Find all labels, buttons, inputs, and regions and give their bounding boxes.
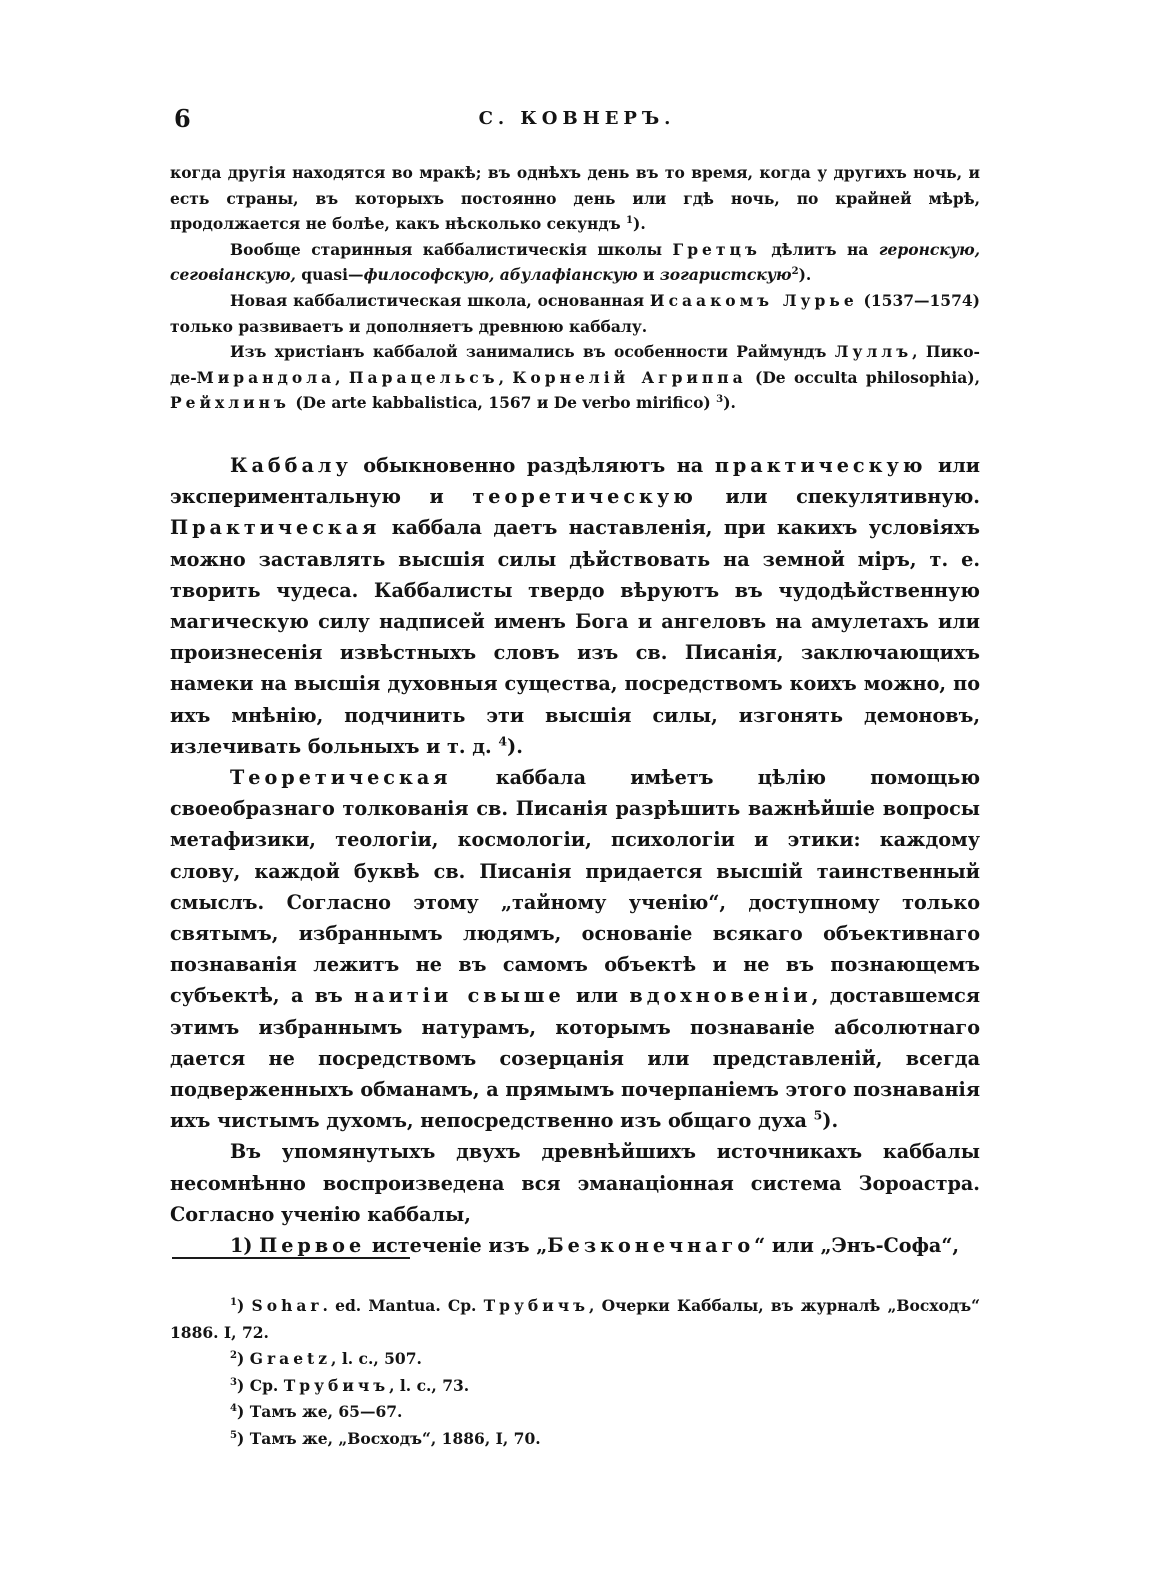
text-run: “ или „Энъ-Софа“, xyxy=(754,1234,960,1258)
text-run: и xyxy=(637,265,660,285)
text-run: 1) xyxy=(230,1234,260,1258)
text-run: ). xyxy=(723,393,736,413)
text-run: ) xyxy=(237,1402,250,1422)
text-run: . ed. Mantua. Ср. xyxy=(322,1296,484,1315)
spaced-term: теоретическую xyxy=(472,485,697,509)
text-run: , Пико-де- xyxy=(170,342,980,387)
footnote-marker: 5 xyxy=(230,1429,238,1441)
small-paragraph-2 xyxy=(170,237,980,288)
text-run: Тамъ же, „Восходъ“, 1886, I, 70. xyxy=(249,1428,541,1448)
footnote-divider xyxy=(172,1257,410,1259)
footnote-4 xyxy=(170,1399,980,1426)
italic-run: философскую, абулафіанскую xyxy=(363,265,638,285)
spaced-term: наитіи свыше xyxy=(354,984,565,1008)
page-header xyxy=(174,104,980,136)
text-run: или xyxy=(564,984,630,1008)
small-paragraph-3 xyxy=(170,288,980,339)
footnote-2 xyxy=(170,1346,980,1373)
text-run: истеченіе изъ „ xyxy=(365,1234,548,1258)
text-run: обыкновенно раздѣляютъ на xyxy=(351,454,715,477)
name-agrippa: Корнелій Агриппа xyxy=(512,367,747,387)
text-run: ). xyxy=(798,265,812,285)
author-name-graetz: Гретцъ xyxy=(672,239,761,259)
footnote-marker: 2 xyxy=(230,1350,238,1362)
footnote-marker: 1 xyxy=(230,1296,238,1308)
footnote-ref-2: 2 xyxy=(791,266,799,278)
small-paragraph-1 xyxy=(170,160,980,237)
footnote-ref-4: 4 xyxy=(498,733,508,749)
footnote-1 xyxy=(170,1293,980,1346)
name-paracelsus: Парацельсъ xyxy=(348,367,499,387)
spaced-term: Трубичъ xyxy=(283,1375,390,1395)
spaced-term: Трубичъ xyxy=(483,1296,589,1315)
text-run: Тамъ же, 65—67. xyxy=(249,1402,403,1422)
text-run: Вообще старинныя каббалистическія школы xyxy=(230,239,673,259)
text-run: ) xyxy=(237,1296,252,1315)
text-run: ) xyxy=(237,1428,250,1448)
small-paragraph-4 xyxy=(170,339,980,416)
text-run: ) Ср. xyxy=(237,1375,284,1395)
name-reuchlin: Рейхлинъ xyxy=(170,393,290,413)
text-run: ) xyxy=(237,1349,250,1369)
small-print-block xyxy=(170,160,980,416)
footnote-marker: 4 xyxy=(230,1403,238,1415)
text-run: (1537—1574) только развиваетъ и дополняетъ древнюю каббалу. xyxy=(170,290,980,336)
text-run: ). xyxy=(633,214,646,234)
text-run: (De arte kabbalistica, 1567 и De verbo mirifico) xyxy=(289,393,717,413)
footnote-ref-5: 5 xyxy=(813,1107,823,1123)
spaced-term: Первое xyxy=(259,1234,366,1258)
spaced-term: практическую xyxy=(714,454,927,477)
main-paragraph-3: Въ упомянутыхъ двухъ древнѣйшихъ источникахъ каббалы несомнѣнно воспроизведена вся эманаціонная система Зороастра. Согласно ученію каббалы, xyxy=(170,1140,980,1226)
text-run: (De occulta philosophia), xyxy=(746,367,980,387)
name-mirandola: Мирандола xyxy=(196,367,336,387)
page-number: 6 xyxy=(174,104,191,133)
spaced-term: Теоретическая xyxy=(230,766,452,790)
italic-run: геронскую, сеговіанскую, xyxy=(170,239,980,285)
running-head: С. КОВНЕРЪ. xyxy=(478,108,676,129)
text-run: quasi— xyxy=(295,265,364,285)
text-run: когда другія находятся во мракѣ; въ однѣхъ день въ то время, когда у другихъ ночь, и есть страны, въ которыхъ постоянно день или гдѣ ночь, по крайней мѣрѣ, продолжается не болѣе, какъ нѣсколько секундъ xyxy=(170,163,980,234)
text-run: или экспериментальную и xyxy=(170,454,980,509)
text-run: каббала даетъ наставленія, при какихъ условіяхъ можно заставлять высшія силы дѣйствовать на земной міръ, т. е. творить чудеса. Каббалисты твердо вѣруютъ въ чудодѣйственную магическую силу надписей именъ Бога и ангеловъ на амулетахъ или произнесенія извѣстныхъ словъ изъ св. Писанія, заключающихъ намеки на высшія духовныя существа, посредствомъ коихъ можно, по ихъ мнѣнію, подчинить эти высшія силы, изгонять демоновъ, излечивать больныхъ и т. д. xyxy=(170,516,980,758)
text-run: или спекулятивную. xyxy=(696,485,980,509)
spaced-term: Sohar xyxy=(251,1296,323,1315)
text-run: , l. c., 73. xyxy=(389,1375,470,1395)
text-run: Новая каббалистическая школа, основанная xyxy=(230,290,650,310)
main-paragraph-2 xyxy=(170,762,980,1136)
text-run: каббала имѣетъ цѣлію помощью своеобразнаго толкованія св. Писанія разрѣшить важнѣйшіе вопросы метафизики, теологіи, космологіи, психологіи и этики: каждому слову, каждой буквѣ св. Писанія придается высшій таинственный смыслъ. Согласно этому „тайному ученію“, доступному только святымъ, избраннымъ людямъ, основаніе всякаго объективнаго познаванія лежитъ не въ самомъ объектѣ и не въ познающемъ субъектѣ, а въ xyxy=(170,766,980,1008)
footnote-5 xyxy=(170,1426,980,1453)
text-run: , доставшемся этимъ избраннымъ натурамъ, которымъ познаваніе абсолютнаго дается не посредствомъ созерцанія или представленій, всегда подверженныхъ обманамъ, а прямымъ почерпаніемъ этого познаванія ихъ чистымъ духомъ, непосредственно изъ общаго духа xyxy=(170,984,980,1133)
footnote-3 xyxy=(170,1373,980,1400)
spaced-term: Graetz xyxy=(249,1349,332,1369)
spaced-term: Безконечнаго xyxy=(547,1234,755,1258)
spaced-term: Практическая xyxy=(170,516,381,540)
text-run: , xyxy=(335,367,349,387)
author-name-luria: Исаакомъ Лурье xyxy=(649,290,858,310)
text-run: , l. c., 507. xyxy=(331,1349,422,1369)
text-run: , xyxy=(498,367,513,387)
text-run: дѣлитъ на xyxy=(760,239,879,259)
spaced-term: Каббалу xyxy=(230,454,352,477)
footnote-marker: 3 xyxy=(230,1376,238,1388)
italic-run: зогаристскую xyxy=(659,265,792,285)
text-run: ). xyxy=(507,734,523,758)
footnote-ref-3: 3 xyxy=(716,394,724,406)
spaced-term: вдохновеніи xyxy=(629,984,812,1008)
footnote-ref-1: 1 xyxy=(626,215,634,227)
text-run: , Очерки Каббалы, въ журналѣ „Восходъ“ 1886. I, 72. xyxy=(170,1296,980,1342)
footnotes xyxy=(170,1293,980,1453)
name-lull: Луллъ xyxy=(834,342,913,362)
main-paragraph-1 xyxy=(170,450,980,762)
text-run: Изъ христіанъ каббалой занимались въ особенности Раймундъ xyxy=(230,342,835,362)
text-run: ). xyxy=(822,1109,839,1133)
main-text-block xyxy=(170,450,980,1261)
